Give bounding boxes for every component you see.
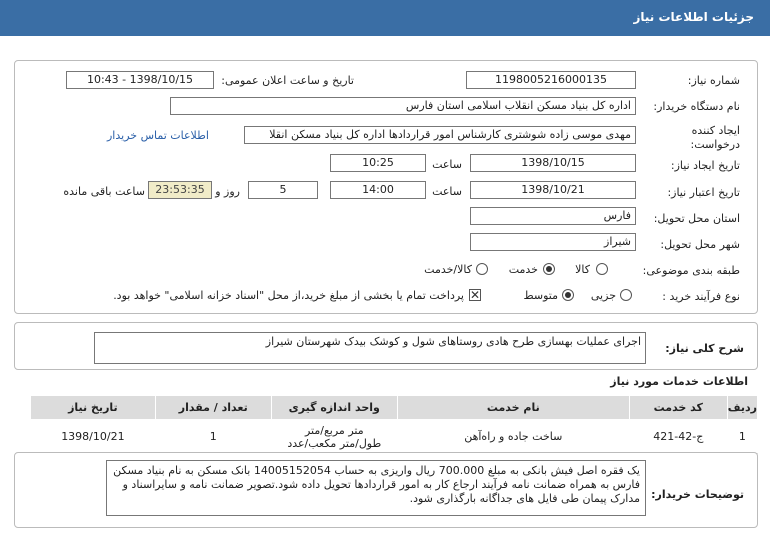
- services-info-title: اطلاعات خدمات مورد نیاز: [610, 375, 748, 388]
- category-radio-goods[interactable]: [596, 263, 608, 275]
- purchase-radio-minor[interactable]: [620, 289, 632, 301]
- province-field: فارس: [470, 207, 636, 225]
- category-label: طبقه بندی موضوعی:: [642, 264, 740, 277]
- page-header: [0, 0, 770, 36]
- created-date-label: تاریخ ایجاد نیاز:: [670, 159, 740, 172]
- need-number-label: شماره نیاز:: [687, 74, 740, 87]
- validity-date-label: تاریخ اعتبار نیاز:: [667, 186, 740, 199]
- cell-qty: 1: [155, 420, 271, 454]
- buyer-notes-label: توضیحات خریدار:: [651, 488, 744, 501]
- time-remaining-label: ساعت باقی مانده: [63, 185, 145, 198]
- summary-field: اجرای عملیات بهسازی طرح هادی روستاهای شول و کوشک بیدک شهرستان شیراز: [94, 332, 646, 364]
- purchase-radio-medium[interactable]: [562, 289, 574, 301]
- announce-datetime-field: 1398/10/15 - 10:43: [66, 71, 214, 89]
- col-unit-header: واحد اندازه گیری: [271, 396, 397, 420]
- cell-date: 1398/10/21: [31, 420, 156, 454]
- cell-row: 1: [727, 420, 757, 454]
- services-table: [30, 395, 758, 454]
- announce-datetime-label: تاریخ و ساعت اعلان عمومی:: [221, 74, 354, 87]
- buyer-org-label: نام دستگاه خریدار:: [653, 100, 740, 113]
- requester-label: ایجاد کننده درخواست:: [690, 124, 740, 151]
- cell-unit-line1: متر مربع/متر: [304, 423, 364, 437]
- category-radio-goods-service[interactable]: [476, 263, 488, 275]
- col-row-header: ردیف: [727, 396, 757, 420]
- category-option-service: خدمت: [508, 263, 538, 276]
- days-left-field: 5: [248, 181, 318, 199]
- purchase-type-label: نوع فرآیند خرید :: [662, 290, 740, 303]
- requester-field: مهدی موسی زاده شوشتری کارشناس امور قراردادها اداره کل بنیاد مسکن انقلا: [244, 126, 636, 144]
- col-qty-header: تعداد / مقدار: [155, 396, 271, 420]
- created-date-field: 1398/10/15: [470, 154, 636, 172]
- col-code-header: کد خدمت: [629, 396, 727, 420]
- cell-unit-line2: طول/متر مکعب/عدد: [287, 436, 382, 450]
- city-field: شیراز: [470, 233, 636, 251]
- buyer-contact-link[interactable]: اطلاعات تماس خریدار: [107, 129, 209, 142]
- days-and-label: روز و: [215, 185, 240, 198]
- validity-time-field: 14:00: [330, 181, 426, 199]
- city-label: شهر محل تحویل:: [660, 238, 740, 251]
- purchase-option-minor: جزیی: [590, 289, 616, 302]
- created-time-label: ساعت: [432, 158, 462, 171]
- countdown-timer: 23:53:35: [148, 181, 212, 199]
- treasury-payment-checkbox[interactable]: ✕: [470, 288, 481, 302]
- col-name-header: نام خدمت: [397, 396, 629, 420]
- category-radio-service[interactable]: [543, 263, 555, 275]
- table-row: [31, 420, 758, 454]
- summary-label: شرح کلی نیاز:: [665, 342, 744, 355]
- services-table-header: [31, 396, 758, 420]
- validity-time-label: ساعت: [432, 185, 462, 198]
- purchase-option-medium: متوسط: [523, 289, 558, 302]
- category-option-goods-service: کالا/خدمت: [424, 263, 472, 276]
- cell-code: ج-42-421: [629, 420, 727, 454]
- need-number-field: 1198005216000135: [466, 71, 636, 89]
- page-title: جزئیات اطلاعات نیاز: [633, 10, 754, 24]
- created-time-field: 10:25: [330, 154, 426, 172]
- cell-name: ساخت جاده و راه‌آهن: [397, 420, 629, 454]
- treasury-payment-note: پرداخت تمام یا بخشی از مبلغ خرید،از محل "اسناد خزانه اسلامی" خواهد بود.: [113, 289, 464, 302]
- validity-date-field: 1398/10/21: [470, 181, 636, 199]
- category-option-goods: کالا: [575, 263, 590, 276]
- col-date-header: تاریخ نیاز: [31, 396, 156, 420]
- buyer-org-field: اداره کل بنیاد مسکن انقلاب اسلامی استان فارس: [170, 97, 636, 115]
- buyer-notes-field: یک فقره اصل فیش بانکی به مبلغ 700.000 ریال واریزی به حساب 14005152054 بانک مسکن به نام بنیاد مسکن فارس به همراه ضمانت نامه فرآیند ارجاع کار به امور قراردادها تحویل داده شود.تصویر ضمانت نامه و سایراسناد و مدارک پیمان طی فایل های جداگانه بارگذاری شود.: [106, 460, 646, 516]
- province-label: استان محل تحویل:: [653, 212, 740, 225]
- cell-unit: [271, 420, 397, 454]
